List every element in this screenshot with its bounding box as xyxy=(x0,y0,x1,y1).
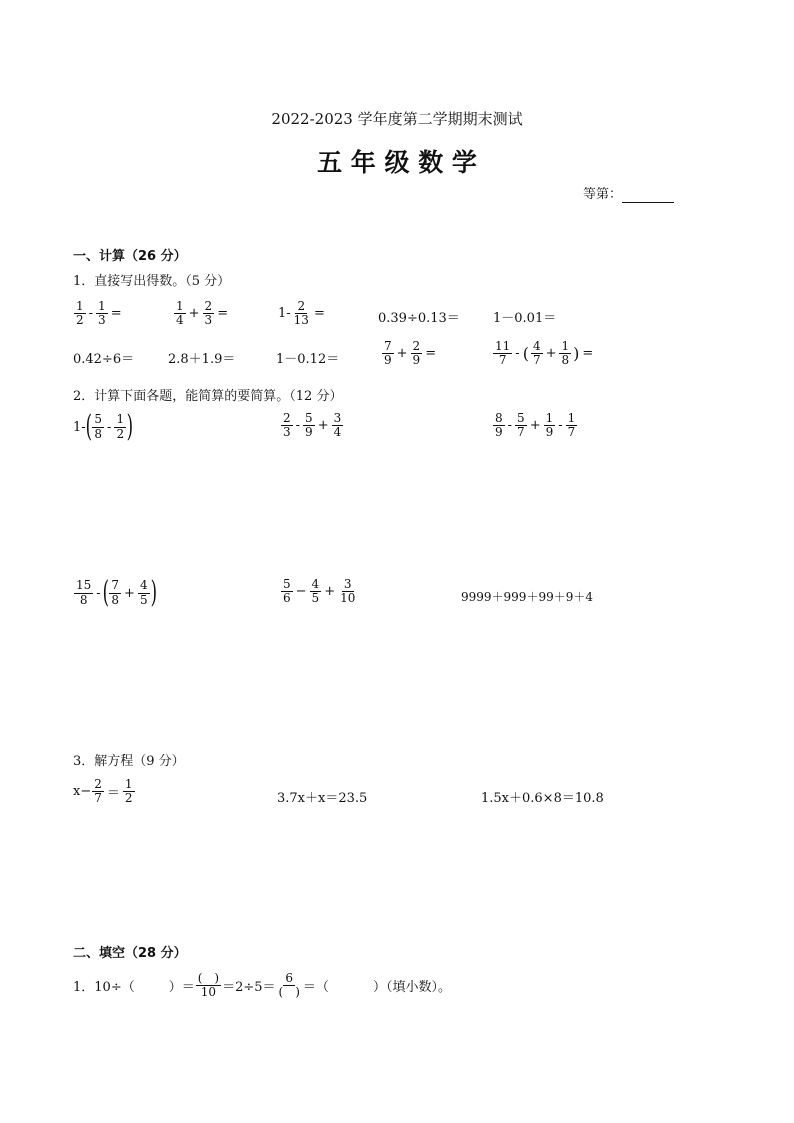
q3-item-b: 3.7x＋x＝23.5 xyxy=(277,791,368,806)
q1-item-j: $\frac{11}{7}$ - ( $\frac{4}{7}$ + $\frac{1}{8}$ ) = xyxy=(495,339,594,368)
q2-item-c: $\frac{8}{9}$ - $\frac{5}{7}$ + $\frac{1}{9}$ - $\frac{1}{7}$ xyxy=(495,411,576,440)
q1-item-b: $\frac{1}{4}$ + $\frac{2}{3}$ = xyxy=(176,299,229,328)
s2-q1: 1．10÷（ ）＝ $\frac{( )}{10}$ ＝2÷5＝ $\frac{6}{( )}$ ＝（ ）（填小数）。 xyxy=(73,971,451,1000)
q1-item-i: $\frac{7}{9}$ + $\frac{2}{9}$ = xyxy=(384,339,437,368)
subject-title: 五 年 级 数 学 xyxy=(317,148,477,177)
q2-title: 2．计算下面各题，能简算的要简算。（12 分） xyxy=(73,389,343,404)
q1-item-e: 1－0.01＝ xyxy=(493,311,557,326)
q2-item-e: $\frac{5}{6}$ − $\frac{4}{5}$ + $\frac{3}{10}$ xyxy=(283,577,356,606)
q2-item-d: $\frac{15}{8}$ - ( $\frac{7}{8}$ + $\frac{4}{5}$ ) xyxy=(76,575,157,610)
q1-item-f: 0.42÷6＝ xyxy=(73,352,135,367)
q2-item-f: 9999＋999＋99＋9＋4 xyxy=(461,590,593,604)
q1-item-g: 2.8＋1.9＝ xyxy=(168,352,236,367)
q2-item-b: $\frac{2}{3}$ - $\frac{5}{9}$ + $\frac{3}{4}$ xyxy=(283,411,342,440)
section2-title: 二、填空（28 分） xyxy=(73,946,187,961)
q1-item-d: 0.39÷0.13＝ xyxy=(378,311,460,326)
q3-item-a: x− $\frac{2}{7}$ ＝ $\frac{1}{2}$ xyxy=(73,777,133,806)
q1-item-a: $\frac{1}{2}$ - $\frac{1}{3}$ = xyxy=(76,299,122,328)
grade-label: 等第： xyxy=(583,187,623,202)
q1-item-h: 1－0.12＝ xyxy=(276,352,340,367)
section1-title: 一、计算（26 分） xyxy=(73,249,187,264)
grade-field xyxy=(583,183,674,203)
grade-blank[interactable] xyxy=(622,187,674,203)
q3-title: 3．解方程（9 分） xyxy=(73,754,185,769)
q1-item-c: 1- $\frac{2}{13}$ = xyxy=(278,299,325,328)
q2-item-a: 1- ( $\frac{5}{8}$ - $\frac{1}{2}$ ) xyxy=(73,409,134,444)
q3-item-c: 1.5x＋0.6×8＝10.8 xyxy=(481,791,604,806)
exam-title: 2022-2023 学年度第二学期期末测试 xyxy=(271,110,523,128)
q1-title: 1．直接写出得数。（5 分） xyxy=(73,274,231,289)
